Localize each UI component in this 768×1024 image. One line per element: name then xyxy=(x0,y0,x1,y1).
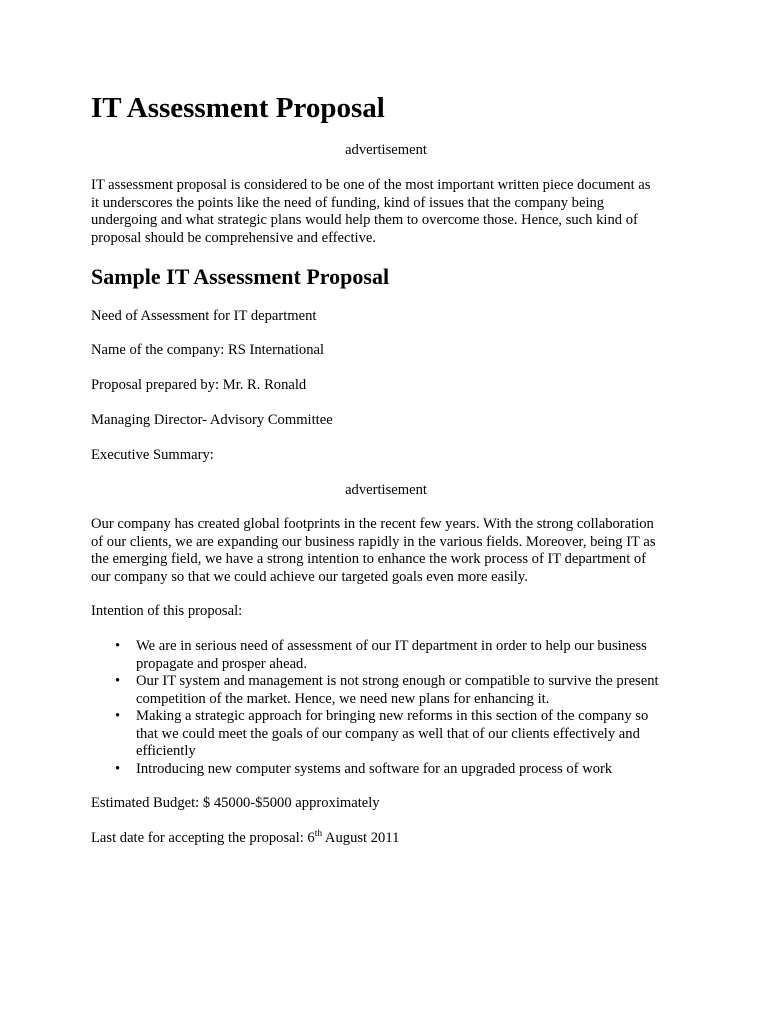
summary-line: of our clients, we are expanding our business rapidly in the various fields. Moreover, being IT as xyxy=(91,533,656,550)
list-item-line: Our IT system and management is not strong enough or compatible to survive the present xyxy=(136,673,659,689)
list-item xyxy=(91,708,681,761)
list-item-line: competition of the market. Hence, we need new plans for enhancing it. xyxy=(136,690,550,707)
director-line: Managing Director- Advisory Committee xyxy=(91,412,333,428)
page-title: IT Assessment Proposal xyxy=(91,92,385,124)
advertisement-label: advertisement xyxy=(345,142,427,158)
intro-paragraph xyxy=(91,177,681,247)
list-item xyxy=(91,761,681,779)
summary-line: our company so that we could achieve our targeted goals even more easily. xyxy=(91,568,528,585)
summary-line: Our company has created global footprints in the recent few years. With the strong collaboration xyxy=(91,516,654,532)
need-line: Need of Assessment for IT department xyxy=(91,308,317,324)
deadline-ordinal-suffix: th xyxy=(314,829,323,839)
intro-line: undergoing and what strategic plans would help them to overcome those. Hence, such kind of xyxy=(91,212,638,228)
intention-label: Intention of this proposal: xyxy=(91,603,243,619)
prepared-by-line: Proposal prepared by: Mr. R. Ronald xyxy=(91,377,307,393)
intro-line: IT assessment proposal is considered to be one of the most important written piece document as xyxy=(91,177,651,193)
summary-line: the emerging field, we have a strong intention to enhance the work process of IT department of xyxy=(91,551,647,567)
company-line: Name of the company: RS International xyxy=(91,342,325,358)
deadline-prefix: Last date for accepting the proposal: 6 xyxy=(91,830,315,846)
list-item-line: that we could meet the goals of our company as well that of our clients effectively and xyxy=(136,725,640,742)
budget-line: Estimated Budget: $ 45000-$5000 approximately xyxy=(91,795,380,811)
list-item-line: Making a strategic approach for bringing new reforms in this section of the company so xyxy=(136,708,649,724)
intro-line: it underscores the points like the need of funding, kind of issues that the company being xyxy=(91,194,605,211)
bullet-icon: • xyxy=(115,638,121,654)
deadline-line xyxy=(91,830,681,848)
intention-list xyxy=(91,638,681,778)
bullet-icon: • xyxy=(115,673,121,689)
list-item-line: propagate and prosper ahead. xyxy=(136,655,307,672)
list-item-line: efficiently xyxy=(136,743,196,759)
section-title: Sample IT Assessment Proposal xyxy=(91,264,390,289)
deadline-suffix: August 2011 xyxy=(322,830,400,846)
bullet-icon: • xyxy=(115,708,121,724)
summary-paragraph xyxy=(91,516,681,586)
list-item xyxy=(91,638,681,673)
list-item-line: Introducing new computer systems and software for an upgraded process of work xyxy=(136,760,613,777)
advertisement-label: advertisement xyxy=(345,482,427,498)
list-item-line: We are in serious need of assessment of our IT department in order to help our business xyxy=(136,638,647,654)
bullet-icon: • xyxy=(115,760,121,777)
executive-summary-label: Executive Summary: xyxy=(91,447,214,463)
intro-line: proposal should be comprehensive and effective. xyxy=(91,229,377,246)
list-item xyxy=(91,673,681,708)
